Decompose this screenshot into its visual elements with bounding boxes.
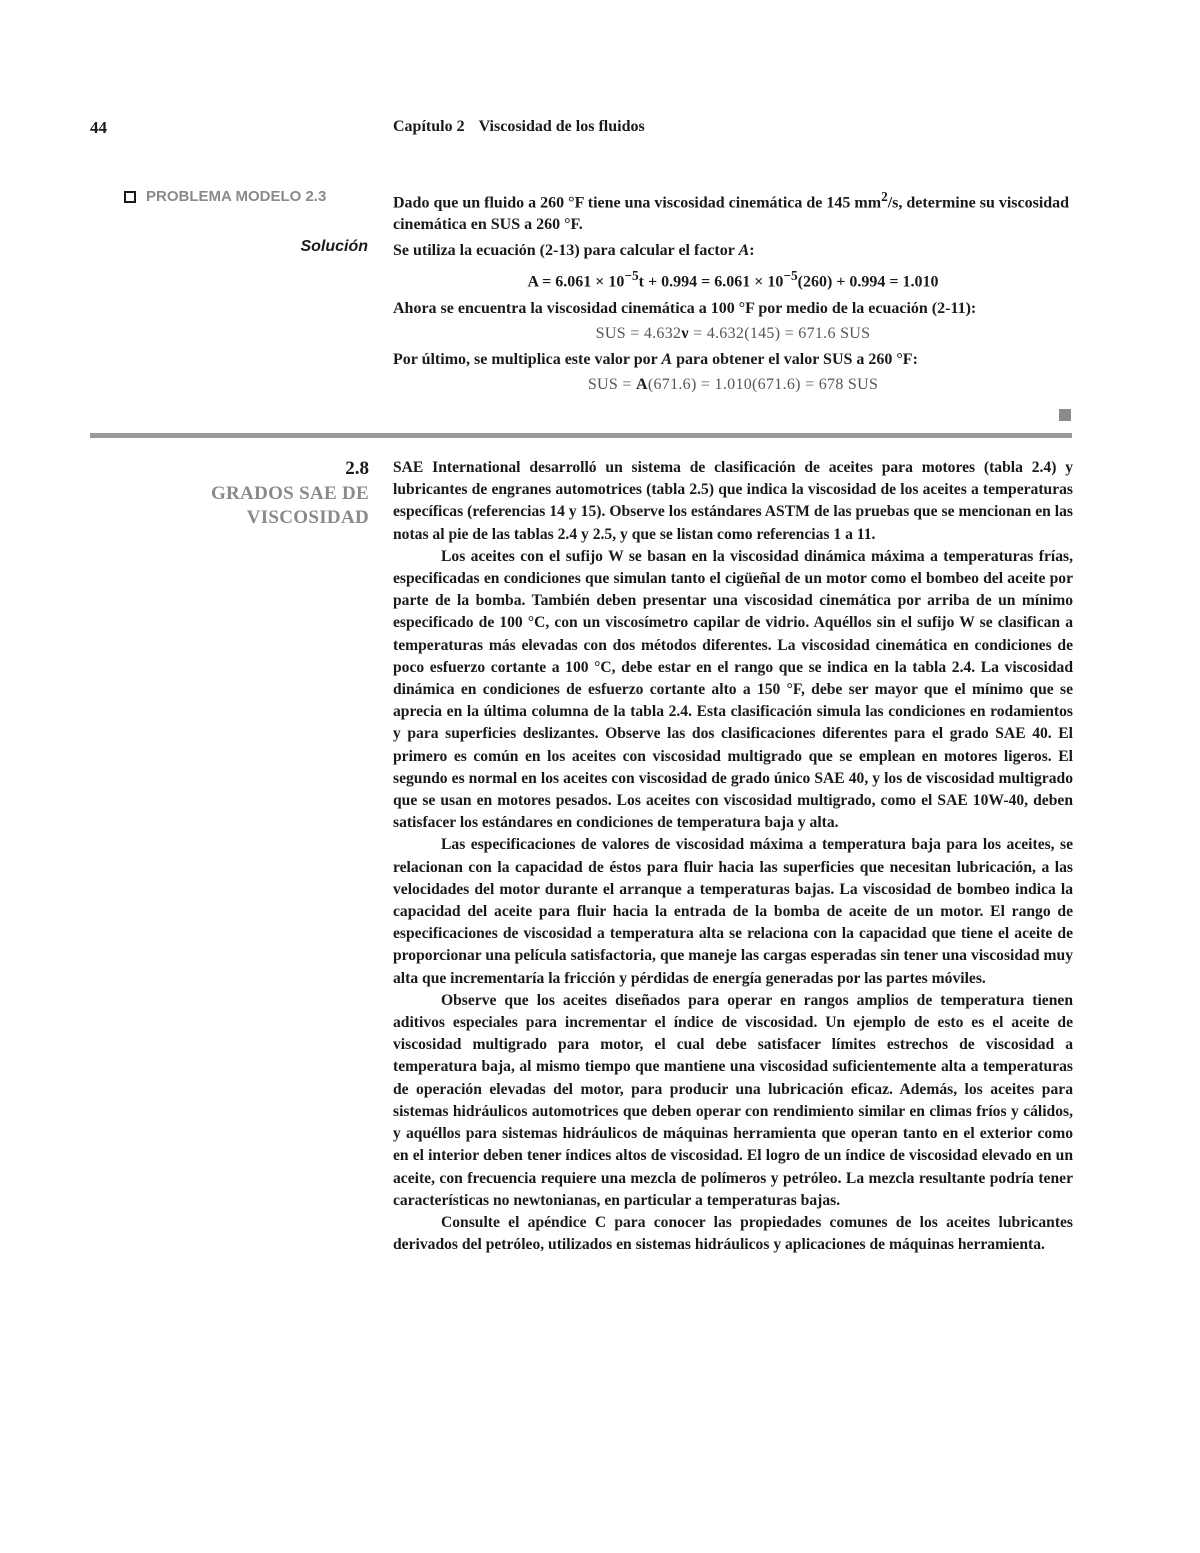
equation-3	[393, 374, 1073, 396]
square-bullet-icon	[124, 191, 136, 203]
problem-label-text: PROBLEMA MODELO 2.3	[146, 188, 327, 205]
eq3-part-b: (671.6) = 1.010(671.6) = 678 SUS	[647, 375, 879, 393]
eq2-part-a: SUS = 4.632	[595, 324, 682, 342]
solution-label: Solución	[300, 238, 368, 255]
section-number: 2.8	[345, 458, 369, 479]
section-title: GRADOS SAE DE VISCOSIDAD	[210, 483, 369, 528]
chapter-title: Viscosidad de los fluidos	[478, 118, 645, 135]
eq3-part-a: SUS =	[587, 375, 636, 393]
solution-step-1	[393, 240, 1073, 262]
step1-variable: A	[738, 242, 750, 260]
paragraph-3: Las especificaciones de valores de viscosidad máxima a temperatura baja para los aceites, se relacionan con la capacidad de éstos para fluir hacia las superficies que necesitan lubricación, a las velocidades del motor durante el arranque a temperaturas bajas. La viscosidad de bombeo indica la capacidad del aceite para fluir hacia la entrada de la bomba de aceite de un motor. El rango de especificaciones de viscosidad a temperatura alta se relaciona con la capacidad que tiene el aceite de proporcionar una película satisfactoria, que maneje las cargas esperadas sin tener una viscosidad muy alta que incrementaría la fricción y pérdidas de energía generadas por las partes móviles.	[393, 836, 1073, 987]
step1-text-a: Se utiliza la ecuación (2-13) para calcular el factor	[393, 242, 739, 260]
eq1-part-a: A = 6.061 × 10	[527, 273, 625, 291]
eq1-exponent-2: −5	[783, 268, 798, 284]
section-body	[393, 457, 1073, 1256]
equation-2	[393, 323, 1073, 345]
step3-text-b: para obtener el valor SUS a 260 °F:	[672, 350, 918, 368]
paragraph-5: Consulte el apéndice C para conocer las propiedades comunes de los aceites lubricantes derivados del petróleo, utilizados en sistemas hidráulicos y aplicaciones de máquinas herramienta.	[393, 1213, 1073, 1254]
equation-1	[393, 265, 1073, 293]
statement-text-b: /s, determine su viscosidad cinemática en SUS a 260 °F.	[393, 194, 1070, 234]
statement-text-a: Dado que un fluido a 260 °F tiene una viscosidad cinemática de 145 mm	[393, 194, 882, 212]
eq2-variable: ν	[681, 324, 689, 342]
paragraph-2: Los aceites con el sufijo W se basan en la viscosidad dinámica máxima a temperaturas frías, especificadas en condiciones que simulan tanto el cigüeñal de un motor como el bombeo del aceite por parte de la bomba. También deben presentar una viscosidad cinemática por arriba de un mínimo especificado de 100 °C, con un viscosímetro capilar de vidrio. Aquéllos sin el sufijo W se clasifican a temperaturas más elevadas con dos métodos diferentes. La viscosidad cinemática en condiciones de poco esfuerzo cortante a 100 °C, debe estar en el rango que se indica en la tabla 2.4. La viscosidad dinámica en condiciones de esfuerzo cortante alto a 150 °F, debe ser mayor que el mínimo que se aprecia en la última columna de la tabla 2.4. Esta clasificación simula las condiciones en rodamientos y para superficies deslizantes. Observe las dos clasificaciones diferentes para el grado SAE 40. El primero es común en los aceites con viscosidad multigrado que se emplean en motores ligeros. El segundo es normal en los aceites con viscosidad de grado único SAE 40, y los de viscosidad multigrado que se usan en motores pesados. Los aceites con viscosidad multigrado, como el SAE 10W-40, deben satisfacer los estándares en condiciones de temperatura baja y alta.	[393, 547, 1073, 832]
eq1-part-b: t + 0.994 = 6.061 × 10	[638, 273, 784, 291]
running-head	[393, 118, 645, 136]
eq1-exponent-1: −5	[624, 268, 639, 284]
step1-text-b: :	[749, 242, 755, 260]
statement-superscript: 2	[881, 189, 888, 204]
paragraph-1: SAE International desarrolló un sistema de clasificación de aceites para motores (tabla 2.4) y lubricantes de engranes automotrices (tabla 2.5) que indica la viscosidad de los aceites a temperaturas específicas (referencias 14 y 15). Observe los estándares ASTM de las pruebas que se mencionan en las notas al pie de las tablas 2.4 y 2.5, y que se listan como referencias 1 a 11.	[393, 459, 1073, 543]
solution-step-2: Ahora se encuentra la viscosidad cinemática a 100 °F por medio de la ecuación (2-11):	[393, 299, 977, 317]
problem-label	[124, 188, 326, 205]
problem-body	[393, 186, 1073, 400]
section-divider	[90, 433, 1072, 438]
eq2-part-b: = 4.632(145) = 671.6 SUS	[688, 324, 871, 342]
page-number: 44	[90, 118, 107, 137]
step3-text-a: Por último, se multiplica este valor por	[393, 350, 662, 368]
end-of-problem-square-icon	[1059, 409, 1071, 421]
problem-statement	[393, 186, 1073, 236]
solution-step-3	[393, 349, 1073, 371]
eq1-part-c: (260) + 0.994 = 1.010	[797, 273, 939, 291]
paragraph-4: Observe que los aceites diseñados para operar en rangos amplios de temperatura tienen aditivos especiales para incrementar el índice de viscosidad. Un ejemplo de esto es el aceite de viscosidad multigrado para motor, el cual debe satisfacer límites estrechos de viscosidad a temperatura baja, al mismo tiempo que mantiene una viscosidad suficientemente alta a temperaturas de operación elevadas del motor, para producir una lubricación eficaz. Además, los aceites para sistemas hidráulicos automotrices que deben operar con rendimiento similar en climas fríos y cálidos, y aquéllos para sistemas hidráulicos de máquinas herramienta que operan tanto en el exterior como en el interior deben tener índices altos de viscosidad. El logro de un índice de viscosidad elevado en un aceite, con frecuencia requiere una mezcla de polímeros y petróleo. La mezcla resultante podría tener características no newtonianas, en particular a temperaturas bajas.	[393, 991, 1073, 1209]
chapter-label: Capítulo 2	[393, 118, 465, 135]
eq3-variable: A	[636, 375, 648, 393]
step3-variable: A	[661, 350, 673, 368]
